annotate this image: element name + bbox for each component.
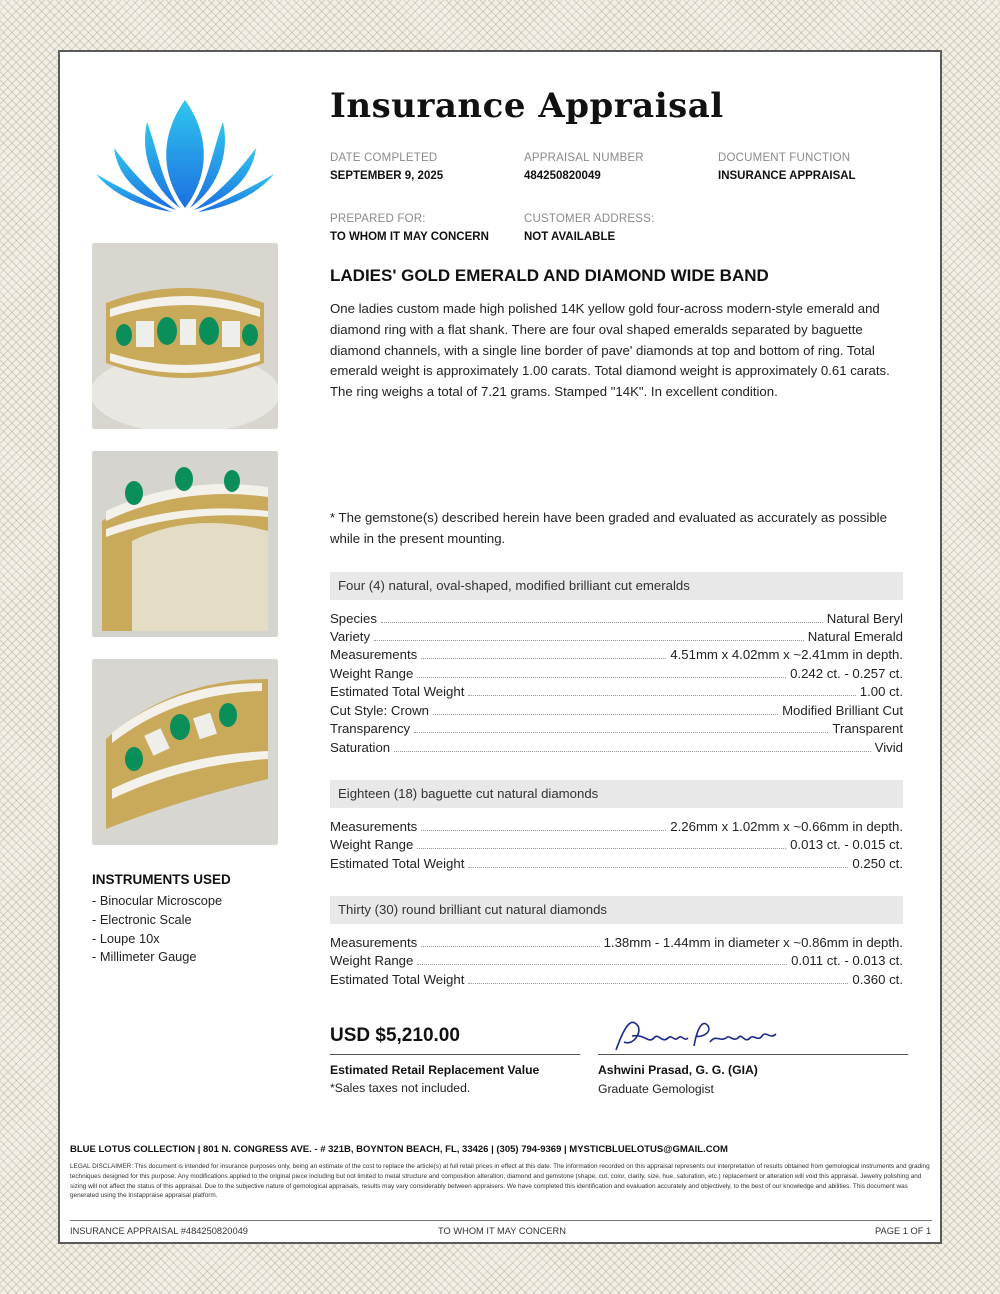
meta-date [330,152,443,182]
spec-row [330,971,903,989]
spec-value: 0.013 ct. - 0.015 ct. [790,837,903,852]
leader-dots [421,818,666,831]
leader-dots [381,610,823,623]
spec-key: Weight Range [330,837,414,852]
document-title: Insurance Appraisal [330,86,724,126]
leader-dots [433,702,778,715]
leader-dots [468,683,855,696]
meta-function [718,152,856,182]
meta-number [524,152,644,182]
price-label: Estimated Retail Replacement Value [330,1063,540,1077]
spec-key: Species [330,611,377,626]
spec-row [330,855,903,873]
footer-left: INSURANCE APPRAISAL #484250820049 [70,1226,248,1236]
prepared-label: PREPARED FOR: [330,213,426,225]
appraiser-name: Ashwini Prasad, G. G. (GIA) [598,1063,758,1077]
appraiser-title: Graduate Gemologist [598,1082,714,1096]
spec-value: Natural Beryl [826,611,903,626]
number-value: 484250820049 [524,170,601,182]
leader-dots [394,739,871,752]
spec-key: Weight Range [330,666,414,681]
leader-dots [417,952,787,965]
signature-divider [598,1054,908,1055]
function-label: DOCUMENT FUNCTION [718,152,851,164]
spec-value: 1.38mm - 1.44mm in diameter x ~0.86mm in depth. [603,935,903,950]
spec-key: Transparency [330,721,411,736]
address-label: CUSTOMER ADDRESS: [524,213,655,225]
spec-row [330,952,903,970]
price-divider [330,1054,580,1055]
spec-key: Saturation [330,740,391,755]
spec-row [330,702,903,720]
spec-key: Estimated Total Weight [330,856,465,871]
footer-center: TO WHOM IT MAY CONCERN [438,1226,566,1236]
instrument-item: - Binocular Microscope [92,893,223,908]
spec-value: 0.242 ct. - 0.257 ct. [790,666,903,681]
function-value: INSURANCE APPRAISAL [718,170,856,182]
spec-row [330,836,903,854]
spec-value: 0.011 ct. - 0.013 ct. [791,953,903,968]
instrument-item: - Electronic Scale [92,911,192,927]
spec-row [330,739,903,757]
spec-key: Measurements [330,935,418,950]
spec-row [330,646,903,664]
price-note: *Sales taxes not included. [330,1081,471,1095]
spec-row [330,720,903,738]
spec-value: Transparent [832,721,903,736]
meta-address [524,213,654,243]
spec-key: Cut Style: Crown [330,703,429,718]
spec-value: Modified Brilliant Cut [782,703,903,718]
legal-disclaimer: LEGAL DISCLAIMER: This document is intended for insurance purposes only, being an estimate of the cost to replace the article(s) at full retail prices in effect at this date. The information recorded on this appraisal represents our interpretation of results obtained from gemological instruments and grading techniques designed for this purpose. Any modifications applied to the original piece including but not limited to metal structure and composition alteration, diamond and gemstone (shape, cut, color, clarity, size, hue, saturation, etc.) replacement or alteration will void this appraisal. Jewelry polishing and sizing will not affect the status of this appraisal. Due to the subjective nature of gemological appraisals, results may vary considerably between appraisers. We have completed this identification and evaluation accurately and objectively, to the best of our knowledge and abilities. This document was generated using the Instappraise appraisal platform. [70,1163,930,1200]
spec-row [330,628,903,646]
spec-row [330,665,903,683]
spec-value: 0.250 ct. [852,856,903,871]
spec-key: Measurements [330,819,418,834]
leader-dots [374,628,804,641]
ring-photo-front [92,243,278,429]
leader-dots [421,934,599,947]
ring-photo-angle [92,451,278,637]
date-label: DATE COMPLETED [330,152,438,164]
date-value: SEPTEMBER 9, 2025 [330,170,444,182]
instrument-item: - Loupe 10x [92,930,160,946]
number-label: APPRAISAL NUMBER [524,152,644,164]
leader-dots [417,665,786,678]
item-note: * The gemstone(s) described herein have been graded and evaluated as accurately as possible while in the present mounting. [330,510,887,546]
footer-divider [70,1220,932,1221]
spec-value: Natural Emerald [807,629,903,644]
instrument-item: - Millimeter Gauge [92,949,197,965]
spec-row [330,610,903,628]
spec-key: Variety [330,629,371,644]
prepared-value: TO WHOM IT MAY CONCERN [330,231,489,243]
spec-value: 1.00 ct. [859,684,903,699]
company-info: BLUE LOTUS COLLECTION | 801 N. CONGRESS AVE. - # 321B, BOYNTON BEACH, FL, 33426 | (305) 794-9369 | MYSTICBLUELOTUS@GMAIL.COM [70,1144,728,1155]
spec-key: Weight Range [330,953,414,968]
leader-dots [414,720,828,733]
instruments-list [92,892,222,967]
spec-value: 2.26mm x 1.02mm x ~0.66mm in depth. [670,819,903,834]
spec-value: Vivid [874,740,903,755]
spec-value: 0.360 ct. [852,972,903,987]
price-value: USD $5,210.00 [330,1025,460,1046]
lotus-logo [92,92,278,220]
meta-prepared [330,213,489,243]
spec-row [330,818,903,836]
section-header-emeralds: Four (4) natural, oval-shaped, modified brilliant cut emeralds [330,572,903,600]
leader-dots [421,646,666,659]
leader-dots [468,855,848,868]
address-value: NOT AVAILABLE [524,231,616,243]
spec-value: 4.51mm x 4.02mm x ~2.41mm in depth. [670,647,903,662]
spec-row [330,934,903,952]
spec-row [330,683,903,701]
section-header-rounds: Thirty (30) round brilliant cut natural diamonds [330,896,903,924]
spec-key: Estimated Total Weight [330,684,465,699]
item-heading: LADIES' GOLD EMERALD AND DIAMOND WIDE BAND [330,266,769,285]
item-description: One ladies custom made high polished 14K yellow gold four-across modern-style emerald and diamond ring with a flat shank. There are four oval shaped emeralds separated by baguette diamond channels, with a single line border of pave' diamonds at top and bottom of ring. Total emerald weight is approximately 1.00 carats. Total diamond weight is approximately 0.61 carats. The ring weighs a total of 7.21 grams. Stamped "14K". In excellent condition. [330,301,890,400]
ring-photo-side [92,659,278,845]
instruments-heading: INSTRUMENTS USED [92,872,231,887]
leader-dots [417,836,786,849]
spec-key: Estimated Total Weight [330,972,465,987]
section-header-baguettes: Eighteen (18) baguette cut natural diamonds [330,780,903,808]
leader-dots [468,971,848,984]
spec-key: Measurements [330,647,418,662]
footer-page: PAGE 1 OF 1 [875,1226,932,1236]
